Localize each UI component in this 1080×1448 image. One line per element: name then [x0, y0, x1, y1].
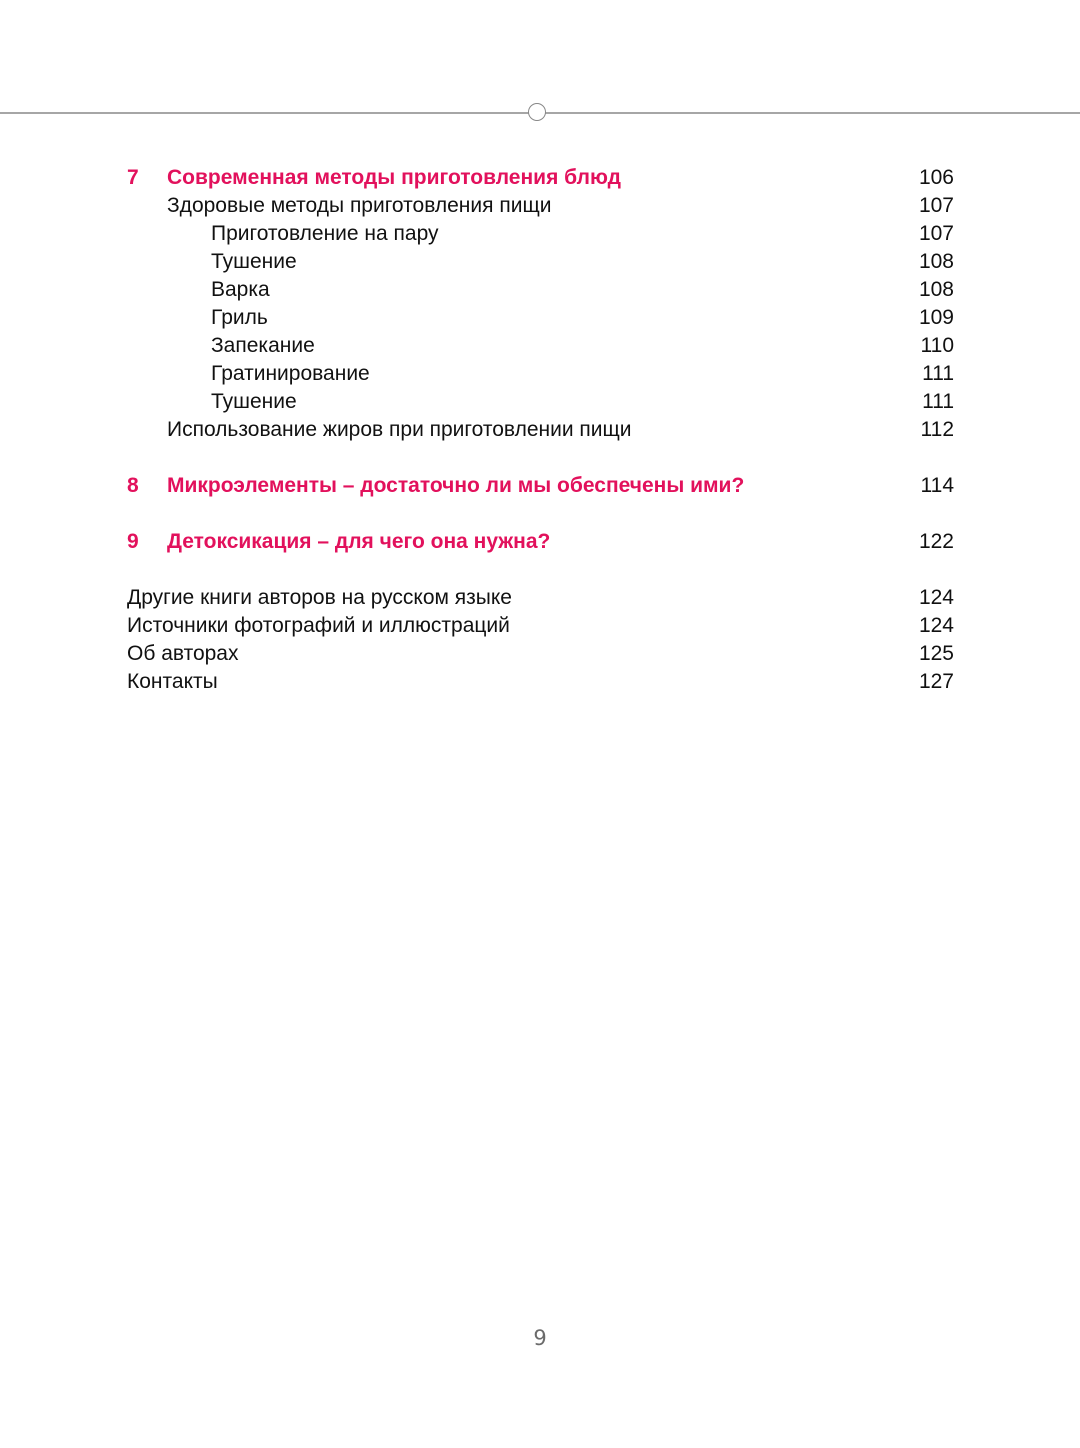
entry-title: Использование жиров при приготовлении пищи — [167, 418, 632, 441]
spacer — [127, 500, 954, 528]
page-ref: 112 — [920, 418, 954, 441]
page-ref: 127 — [918, 670, 954, 693]
page-ref: 106 — [918, 166, 954, 189]
toc-entry[interactable] — [127, 220, 954, 248]
page-ref: 122 — [918, 530, 954, 553]
entry-title: Тушение — [211, 390, 297, 413]
toc-entry[interactable] — [127, 332, 954, 360]
page-ref: 109 — [918, 306, 954, 329]
page-ref: 125 — [918, 642, 954, 665]
chapter-title: Детоксикация – для чего она нужна? — [167, 530, 551, 553]
page-ref: 108 — [918, 250, 954, 273]
divider-circle-ornament — [528, 103, 546, 121]
spacer — [127, 556, 954, 584]
entry-title: Варка — [211, 278, 270, 301]
entry-title: Приготовление на пару — [211, 222, 439, 245]
toc-entry[interactable] — [127, 360, 954, 388]
toc-entry[interactable] — [127, 304, 954, 332]
toc-extra-entry[interactable] — [127, 668, 954, 696]
entry-title: Тушение — [211, 250, 297, 273]
page-ref: 124 — [918, 586, 954, 609]
page-ref: 107 — [918, 222, 954, 245]
page-ref: 111 — [922, 362, 954, 385]
toc-entry[interactable] — [127, 388, 954, 416]
toc-entry[interactable] — [127, 192, 954, 220]
toc-chapter-8[interactable] — [127, 472, 954, 500]
entry-title: Гриль — [211, 306, 268, 329]
entry-title: Другие книги авторов на русском языке — [127, 586, 512, 609]
toc-entry[interactable] — [127, 276, 954, 304]
entry-title: Об авторах — [127, 642, 239, 665]
entry-title: Контакты — [127, 670, 218, 693]
chapter-number: 8 — [127, 474, 139, 497]
page-ref: 110 — [920, 334, 954, 357]
toc-entry[interactable] — [127, 248, 954, 276]
page-ref: 107 — [918, 194, 954, 217]
chapter-number: 9 — [127, 530, 139, 553]
entry-title: Источники фотографий и иллюстраций — [127, 614, 510, 637]
toc-entry[interactable] — [127, 416, 954, 444]
toc-extra-entry[interactable] — [127, 640, 954, 668]
page-ref: 124 — [918, 614, 954, 637]
page-number: 9 — [533, 1326, 547, 1350]
table-of-contents — [127, 164, 954, 696]
page-ref: 114 — [920, 474, 954, 497]
spacer — [127, 444, 954, 472]
chapter-title: Микроэлементы – достаточно ли мы обеспечены ими? — [167, 474, 745, 497]
page-ref: 108 — [918, 278, 954, 301]
toc-extra-entry[interactable] — [127, 584, 954, 612]
toc-extra-entry[interactable] — [127, 612, 954, 640]
chapter-number: 7 — [127, 166, 139, 189]
toc-chapter-7[interactable] — [127, 164, 954, 192]
entry-title: Запекание — [211, 334, 315, 357]
entry-title: Гратинирование — [211, 362, 370, 385]
entry-title: Здоровые методы приготовления пищи — [167, 194, 552, 217]
toc-chapter-9[interactable] — [127, 528, 954, 556]
chapter-title: Современная методы приготовления блюд — [167, 166, 621, 189]
page-ref: 111 — [922, 390, 954, 413]
